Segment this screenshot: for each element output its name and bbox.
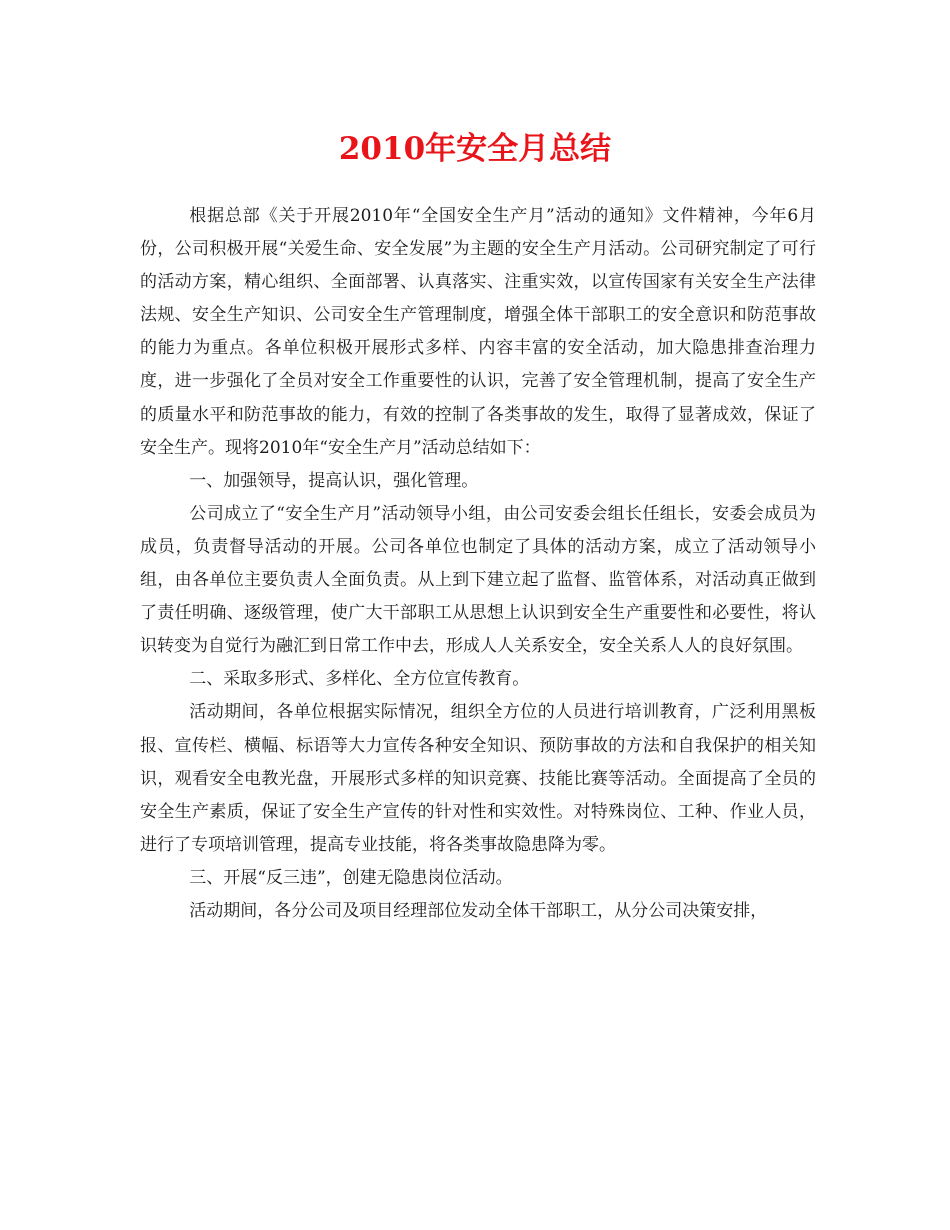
paragraph-section-1: 公司成立了“安全生产月”活动领导小组，由公司安委会组长任组长，安委会成员为成员，负责督导活动的开展。公司各单位也制定了具体的活动方案，成立了活动领导小组，由各单位主要负责人全面负责。从上到下建立起了监督、监管体系，对活动真正做到了责任明确、逐级管理，使广大干部职工从思想上认识到安全生产重要性和必要性，将认识转变为自觉行为融汇到日常工作中去，形成人人关系安全，安全关系人人的良好氛围。 — [140, 503, 816, 657]
paragraph-intro: 根据总部《关于开展2010年“全国安全生产月”活动的通知》文件精神，今年6月份，公司积极开展“关爱生命、安全发展”为主题的安全生产月活动。公司研究制定了可行的活动方案，精心组织、全面部署、认真落实、注重实效，以宣传国家有关安全生产法律法规、安全生产知识、公司安全生产管理制度，增强全体干部职工的安全意识和防范事故的能力为重点。各单位积极开展形式多样、内容丰富的安全活动，加大隐患排查治理力度，进一步强化了全员对安全工作重要性的认识，完善了安全管理机制，提高了安全生产的质量水平和防范事故的能力，有效的控制了各类事故的发生，取得了显著成效，保证了安全生产。现将2010年“安全生产月”活动总结如下： — [140, 206, 816, 458]
paragraph-section-3: 活动期间，各分公司及项目经理部位发动全体干部职工，从分公司决策安排， — [189, 900, 768, 921]
document-title: 2010年安全月总结 — [338, 131, 612, 167]
section-heading-1: 一、加强领导，提高认识，强化管理。 — [189, 470, 479, 491]
section-heading-3: 三、开展“反三违”，创建无隐患岗位活动。 — [189, 867, 513, 888]
paragraph-section-2: 活动期间，各单位根据实际情况，组织全方位的人员进行培训教育，广泛利用黑板报、宣传栏、横幅、标语等大力宣传各种安全知识、预防事故的方法和自我保护的相关知识，观看安全电教光盘，开展形式多样的知识竞赛、技能比赛等活动。全面提高了全员的安全生产素质，保证了安全生产宣传的针对性和实效性。对特殊岗位、工种、作业人员，进行了专项培训管理，提高专业技能，将各类事故隐患降为零。 — [140, 702, 816, 855]
section-heading-2: 二、采取多形式、多样化、全方位宣传教育。 — [189, 669, 530, 690]
document-body — [140, 200, 816, 928]
